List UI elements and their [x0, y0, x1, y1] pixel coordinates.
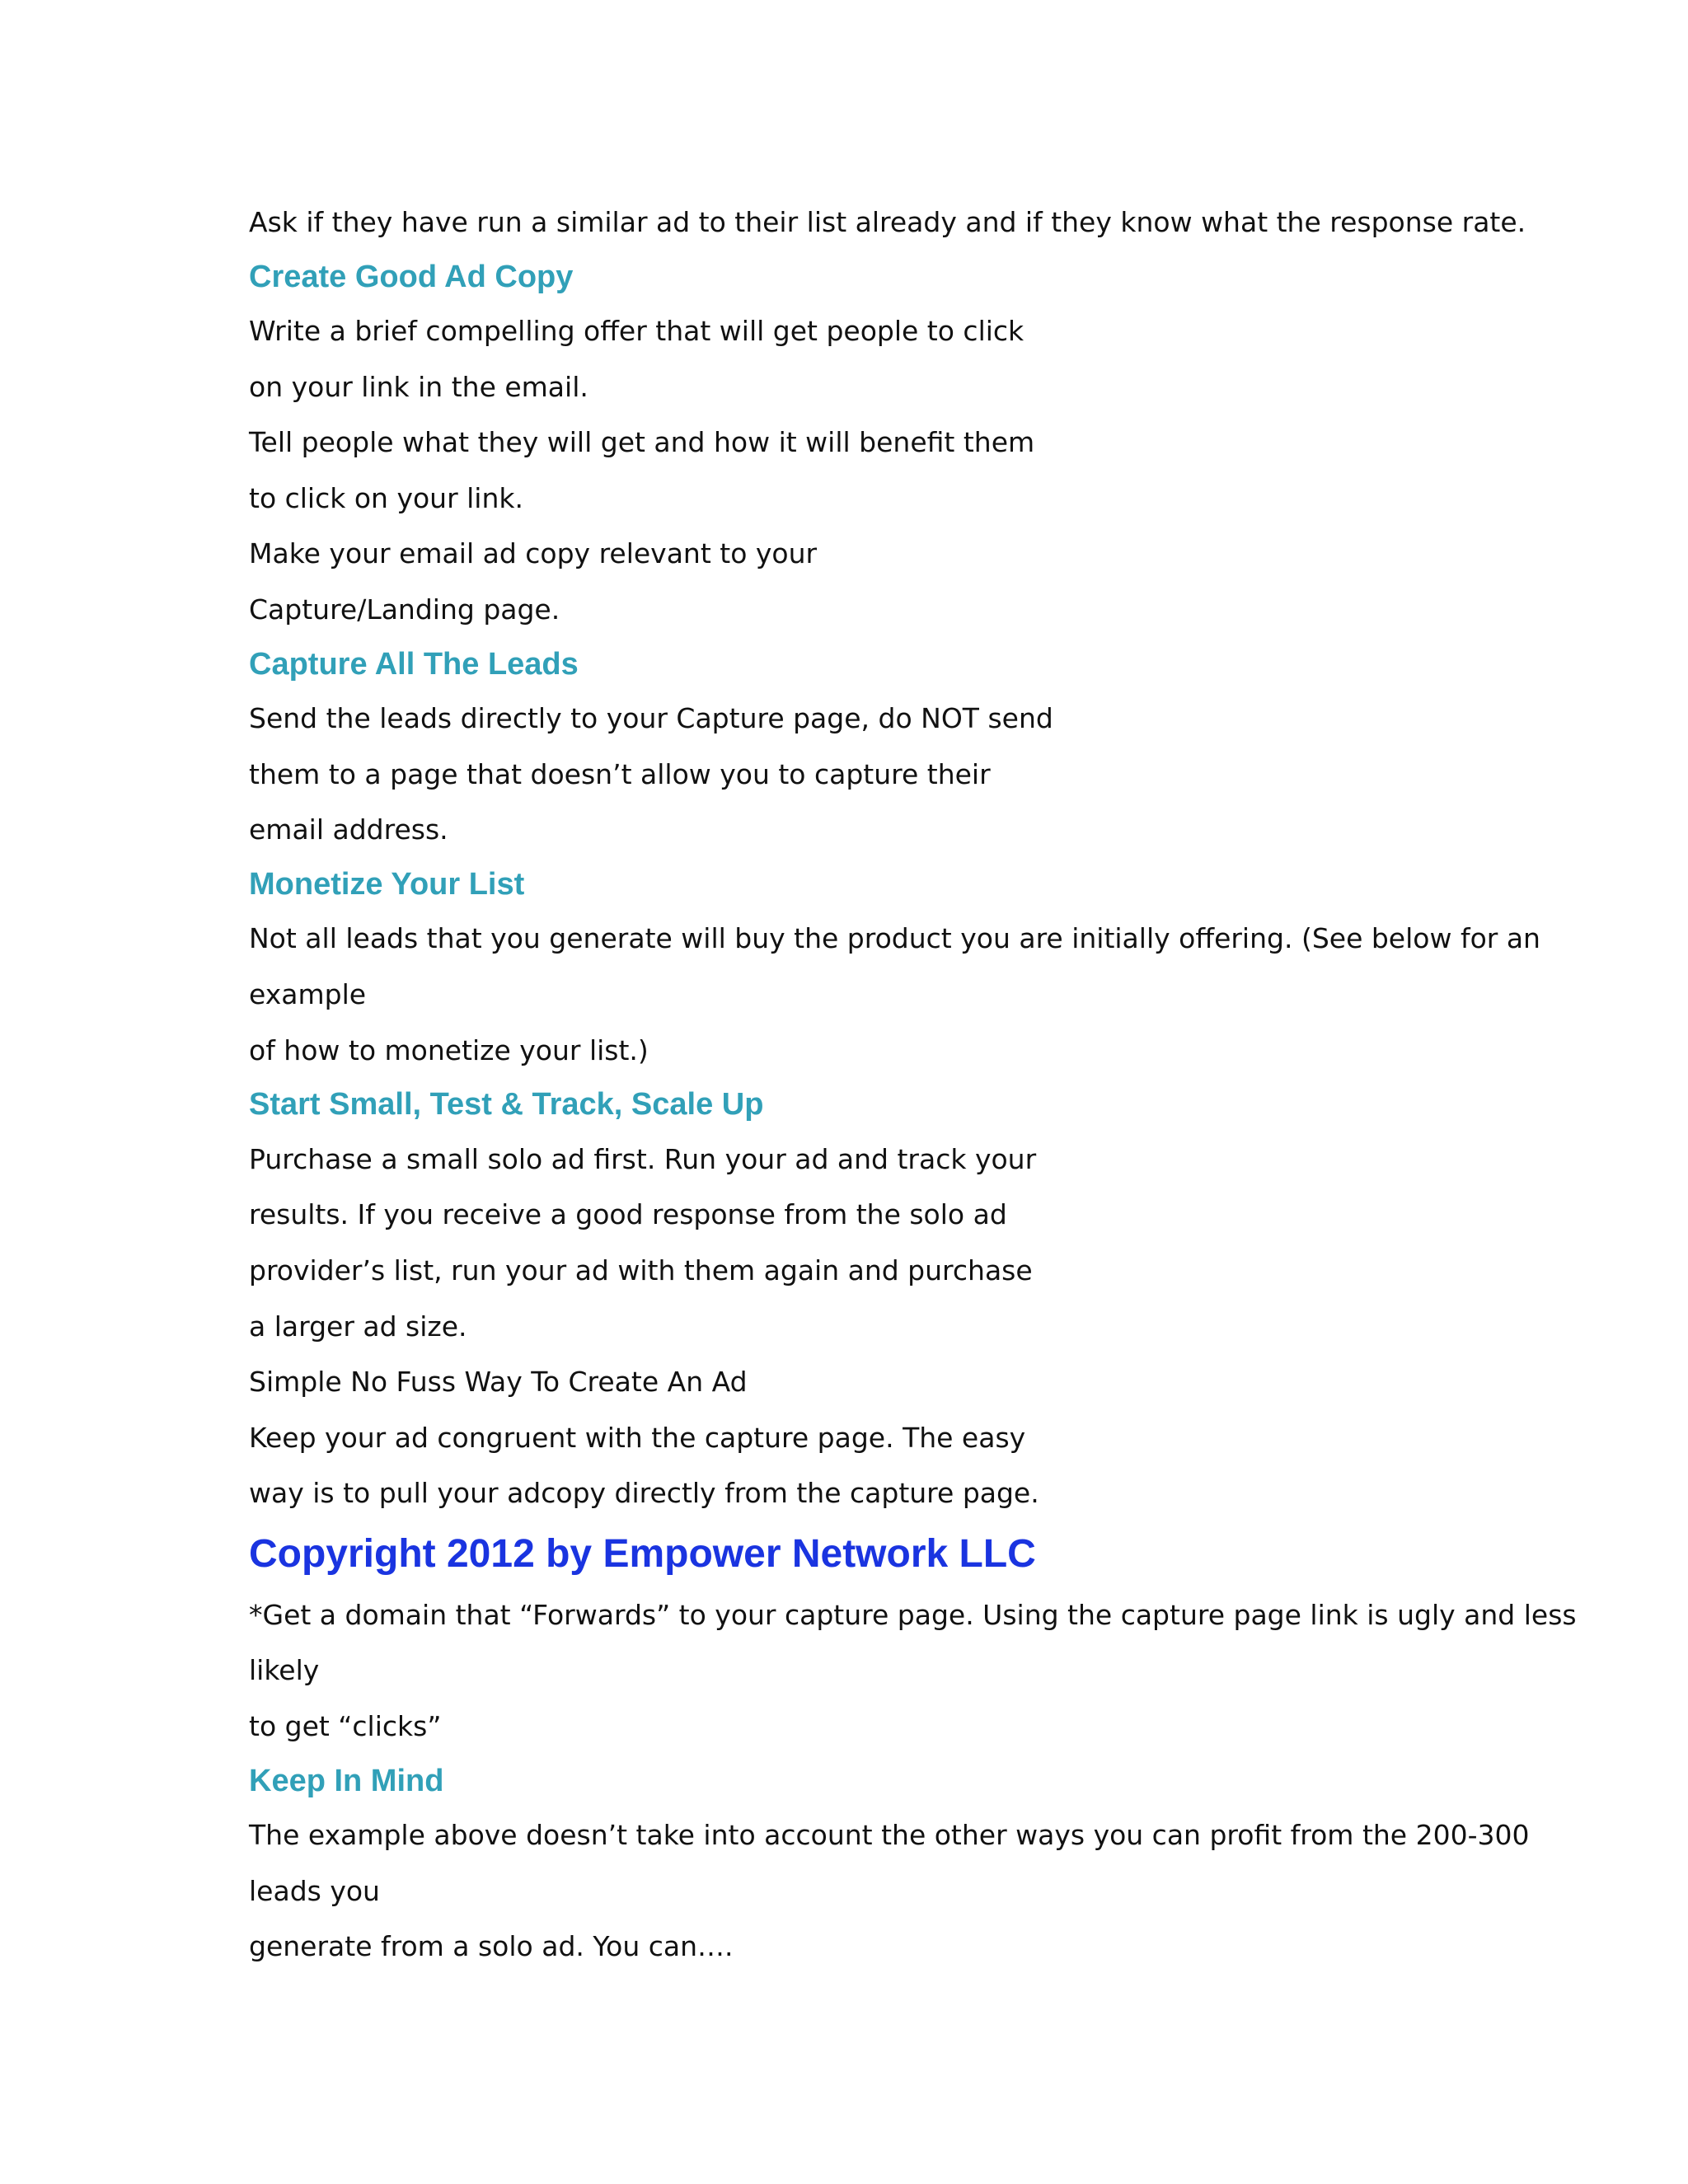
body-line: Write a brief compelling offer that will get people to click	[249, 315, 1025, 348]
forward-note-line: to get “clicks”	[249, 1710, 442, 1743]
body-line: them to a page that doesn’t allow you to capture their	[249, 757, 991, 790]
body-line: Not all leads that you generate will buy the product you are initially offering. (See below for an	[249, 922, 1540, 955]
body-line: Simple No Fuss Way To Create An Ad	[249, 1366, 748, 1399]
section-heading-monetize-your-list: Monetize Your List	[249, 866, 525, 902]
body-line: Tell people what they will get and how it will benefit them	[249, 426, 1035, 459]
body-line: to click on your link.	[249, 481, 523, 514]
intro-paragraph: Ask if they have run a similar ad to their list already and if they know what the response rate.	[249, 206, 1526, 238]
body-line: on your link in the email.	[249, 370, 588, 403]
body-line: Make your email ad copy relevant to your	[249, 537, 818, 570]
body-line: Purchase a small solo ad first. Run your ad and track your	[249, 1142, 1037, 1175]
body-line: Send the leads directly to your Capture page, do NOT send	[249, 702, 1053, 735]
section-heading-capture-all-the-leads: Capture All The Leads	[249, 646, 579, 682]
forward-note-line: *Get a domain that “Forwards” to your capture page. Using the capture page link is ugly and less	[249, 1598, 1577, 1631]
body-line: generate from a solo ad. You can….	[249, 1930, 734, 1963]
body-line: email address.	[249, 813, 448, 846]
section-heading-create-good-ad-copy: Create Good Ad Copy	[249, 259, 574, 294]
body-line: Keep your ad congruent with the capture page. The easy	[249, 1421, 1026, 1454]
body-line: The example above doesn’t take into account the other ways you can profit from the 200-300	[249, 1819, 1530, 1852]
forward-note-line: likely	[249, 1654, 320, 1687]
section-heading-start-small: Start Small, Test & Track, Scale Up	[249, 1087, 764, 1122]
body-line: Capture/Landing page.	[249, 593, 560, 626]
body-line: leads you	[249, 1874, 380, 1907]
body-line: way is to pull your adcopy directly from the capture page.	[249, 1477, 1039, 1510]
document-body	[249, 194, 1577, 1975]
body-line: example	[249, 978, 367, 1011]
body-line: of how to monetize your list.)	[249, 1033, 649, 1066]
copyright-heading: Copyright 2012 by Empower Network LLC	[249, 1531, 1036, 1576]
section-heading-keep-in-mind: Keep In Mind	[249, 1763, 444, 1798]
body-line: a larger ad size.	[249, 1310, 467, 1343]
body-line: provider’s list, run your ad with them again and purchase	[249, 1254, 1033, 1286]
body-line: results. If you receive a good response from the solo ad	[249, 1198, 1007, 1231]
